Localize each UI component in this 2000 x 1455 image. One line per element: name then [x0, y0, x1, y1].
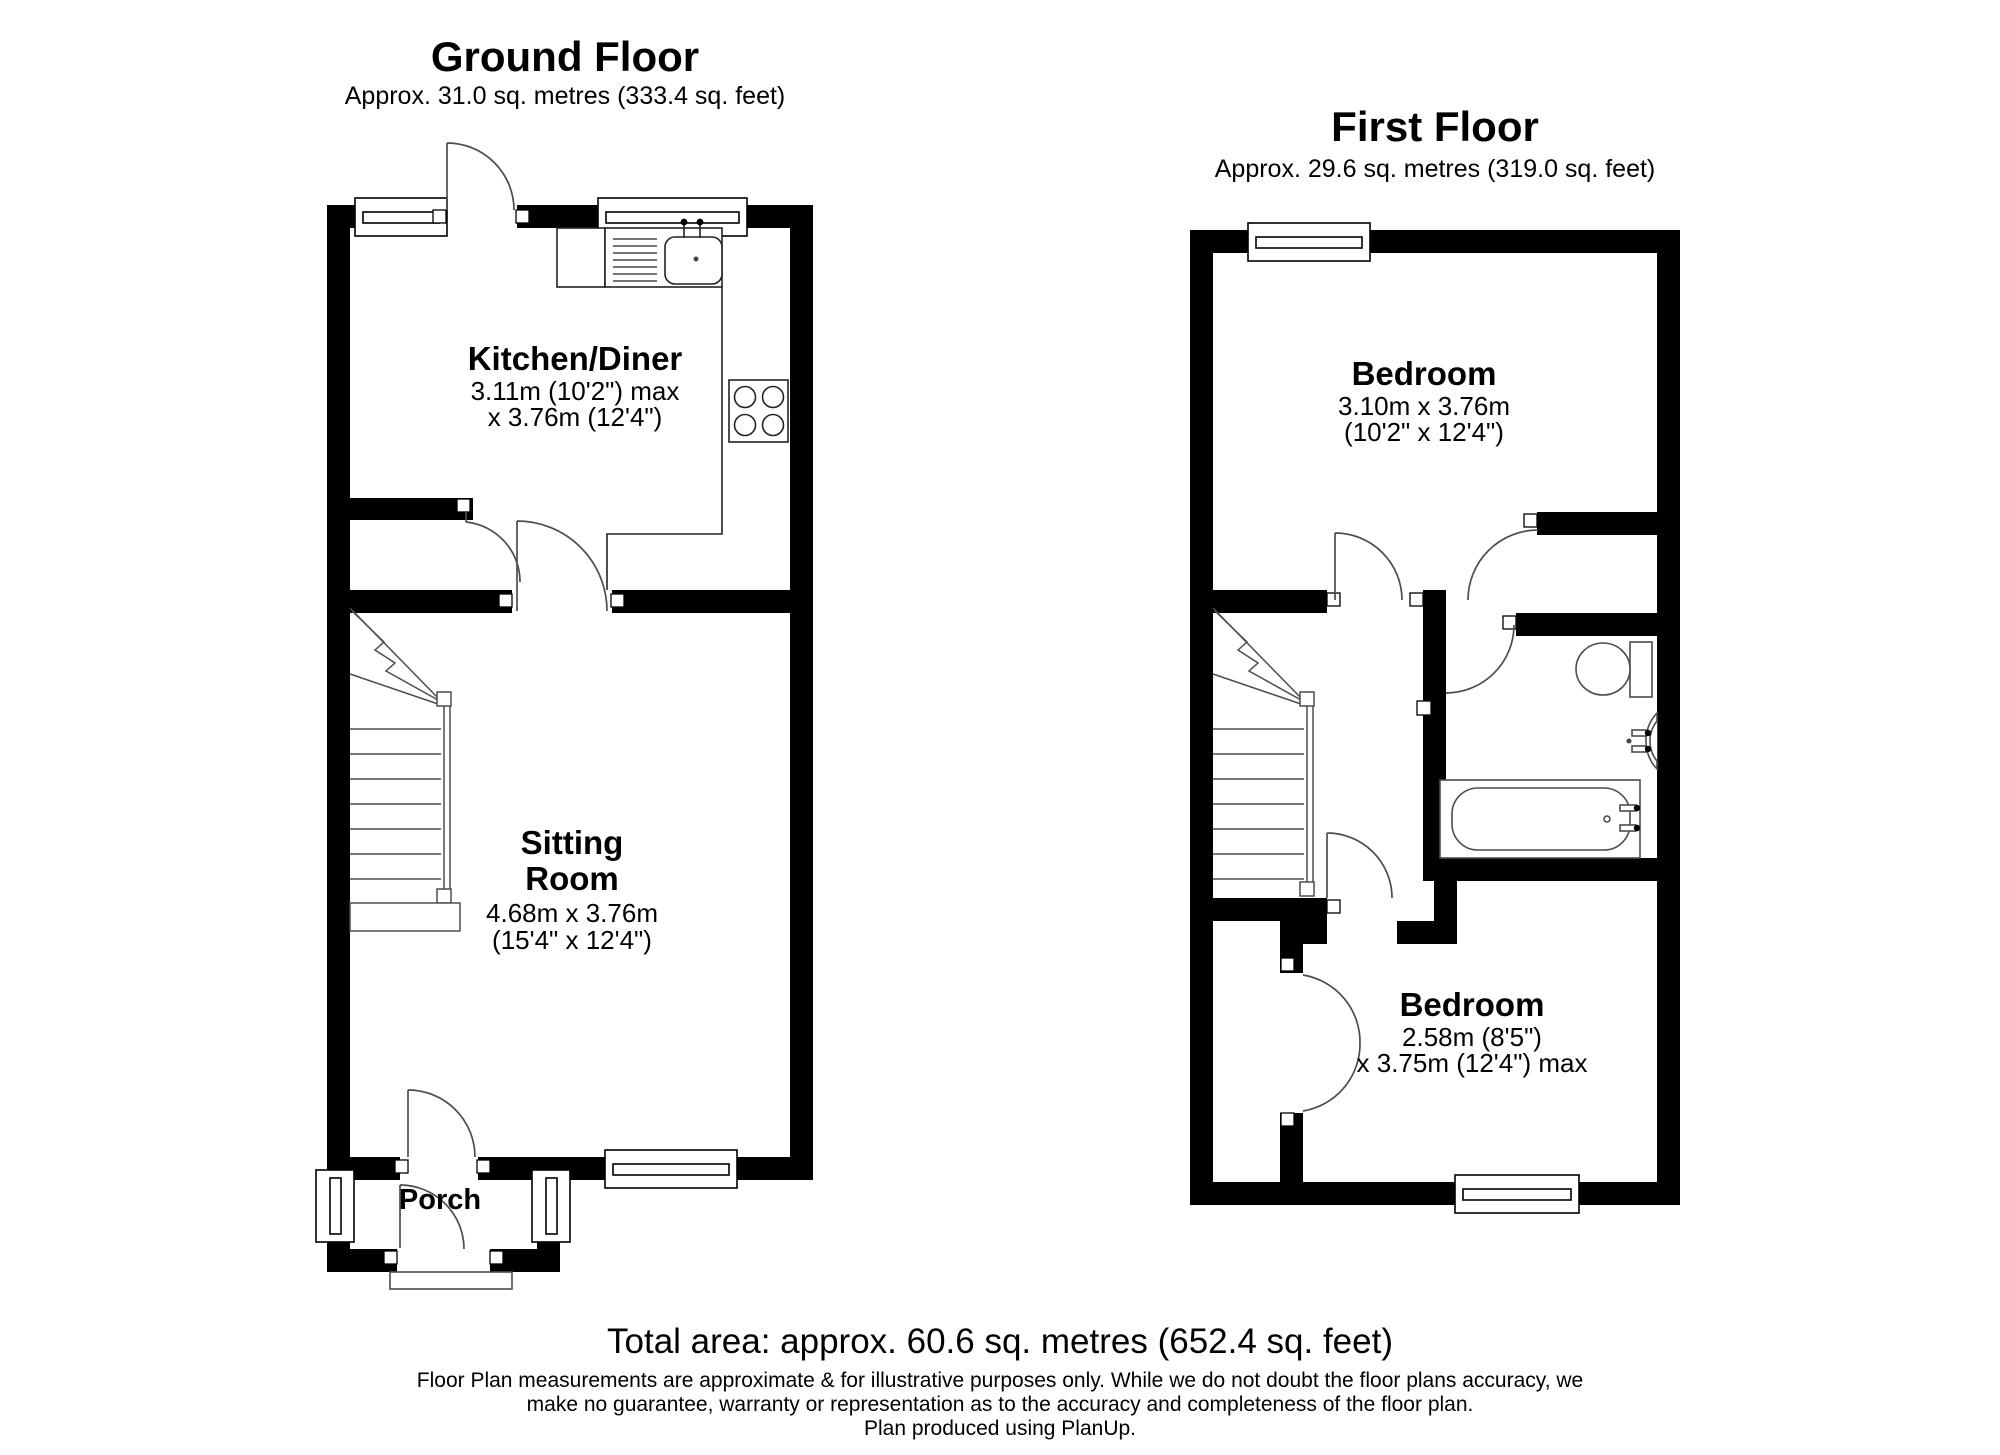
bathtub-icon	[1440, 780, 1640, 858]
sitting-name-line1: Sitting	[520, 824, 624, 861]
disclaimer-line1: Floor Plan measurements are approximate & for illustrative purposes only. While we do not doubt the floor plans accuracy, we	[416, 1369, 1584, 1392]
first-floor-subtitle: Approx. 29.6 sq. metres (319.0 sq. feet)	[1214, 155, 1656, 183]
door-arc-bedroom1	[1335, 533, 1402, 600]
kitchen-sink-icon	[557, 219, 722, 287]
kitchen-name: Kitchen/Diner	[467, 340, 683, 377]
sitting-name-line2: Room	[525, 860, 619, 897]
porch-name: Porch	[398, 1184, 482, 1216]
bedroom2-name: Bedroom	[1399, 986, 1545, 1023]
disclaimer-line2: make no guarantee, warranty or representation as to the accuracy and completeness of the floor plan.	[526, 1393, 1474, 1416]
door-arc-cupboard	[466, 511, 520, 582]
sitting-dim1: 4.68m x 3.76m	[486, 898, 658, 928]
sitting-dim2: (15'4" x 12'4")	[492, 925, 652, 955]
kitchen-dim1: 3.11m (10'2") max	[470, 376, 680, 406]
door-arc-front	[447, 143, 514, 210]
window-icon	[1455, 1175, 1579, 1213]
door-arc-cupboard-landing	[1468, 530, 1538, 600]
kitchen-dim2: x 3.76m (12'4")	[487, 402, 663, 432]
disclaimer-line3: Plan produced using PlanUp.	[863, 1417, 1137, 1440]
window-icon	[605, 1150, 737, 1188]
bedroom1-dim2: (10'2" x 12'4")	[1344, 417, 1504, 447]
window-icon	[1248, 223, 1370, 261]
bedroom2-dim1: 2.58m (8'5")	[1402, 1022, 1542, 1052]
bedroom1-dim1: 3.10m x 3.76m	[1338, 391, 1510, 421]
porch-threshold	[390, 1272, 512, 1289]
toilet-icon	[1576, 642, 1652, 697]
staircase-first	[1213, 608, 1314, 896]
ground-floor-subtitle: Approx. 31.0 sq. metres (333.4 sq. feet)	[344, 82, 786, 110]
window-icon	[532, 1170, 570, 1242]
bathroom-fixtures	[1440, 642, 1657, 858]
basin-icon	[1627, 713, 1658, 769]
kitchen-counter-outline	[607, 287, 722, 590]
bedroom1-name: Bedroom	[1351, 355, 1497, 392]
bedroom2-dim2: x 3.75m (12'4") max	[1356, 1048, 1588, 1078]
ground-floor-title: Ground Floor	[430, 33, 700, 80]
ground-floor-plan	[316, 143, 813, 1289]
staircase-ground	[350, 608, 460, 931]
door-arc-bathroom	[1446, 625, 1514, 693]
door-arc-bedroom2	[1327, 833, 1392, 898]
window-icon	[316, 1170, 354, 1242]
first-floor-openings	[1327, 920, 1397, 945]
first-floor-title: First Floor	[1331, 103, 1539, 150]
total-area-text: Total area: approx. 60.6 sq. metres (652.4 sq. feet)	[607, 1322, 1393, 1361]
double-door-arcs-closet	[1303, 975, 1360, 1111]
door-arc-sitting-to-porch	[408, 1090, 475, 1157]
hob-icon	[729, 380, 788, 442]
